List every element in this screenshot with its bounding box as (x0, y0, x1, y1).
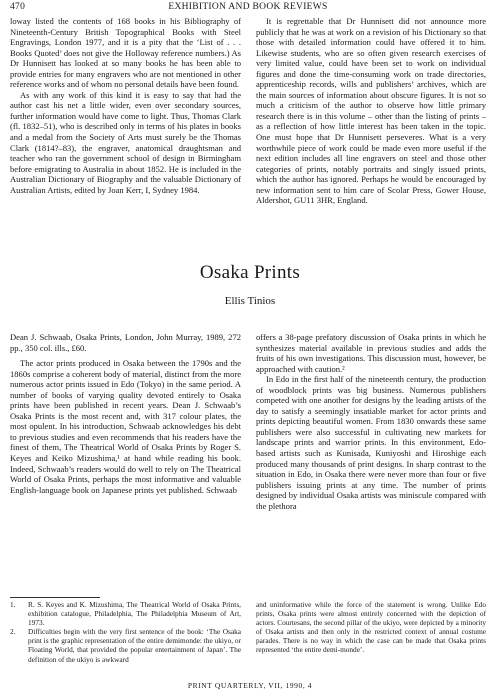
footnote-rule (10, 597, 100, 598)
previous-review-column-left (10, 16, 241, 195)
footnote-continuation: and uninformative while the force of the statement is wrong. Unlike Edo prints, Osaka prints were almost entirely concerned with the depiction of actors. Courtesans, the second pillar of the ukiyo, were depicted by a minority of Osaka artists and then only in the restricted context of annual costume parades. There is no way in which the case can be made that Osaka prints represented ‘the entire demi-monde’. (256, 600, 486, 655)
paragraph: The actor prints produced in Osaka between the 1790s and the 1860s comprise a coherent body of material, distinct from the more numerous actor prints issued in Edo (Tokyo) in the same period. A number of books of varying quality devoted entirely to Osaka prints have been published in recent years. Dean J. Schwaab’s Osaka Prints is the most recent and, with 317 colour plates, the most opulent. In his introduction, Schwaab acknowledges his debt to previous studies and even recommends that his readers have the finest of them, The Theatrical World of Osaka Prints by Roger S. Keyes and Keiko Mizushima,¹ at hand while reading his book. Indeed, Schwaab’s readers would do well to rely on The Theatrical World of Osaka Prints, perhaps the most informative and valuable English-language book on Japanese prints yet published. Schwaab (10, 358, 241, 495)
review-column-left (10, 332, 241, 495)
footnote-text: R. S. Keyes and K. Mizushima, The Theatrical World of Osaka Prints, exhibition catalogue, Philadelphia, The Philadelphia Museum of Art, 1973. (28, 600, 241, 628)
article-title: Osaka Prints (199, 262, 301, 283)
footnotes-left (10, 600, 241, 664)
paragraph: In Edo in the first half of the nineteenth century, the production of woodblock prints was big business. Numerous publishers competed with one another for designs by the leading artists of the day to satisfy a seemingly insatiable market for actor prints and prints depicting beautiful women. From 1830 onwards these same publishers were also successful in cultivating new markets for landscape prints and warrior prints. In this environment, Edo-based artists such as Kunisada, Kuniyoshi and Hiroshige each produced many thousands of print designs. In sharp contrast to the situation in Edo, in Osaka there were never more than four or five publishers issuing prints at any time. The number of prints designed by individual Osaka artists was miniscule compared with the plethora (256, 374, 486, 511)
paragraph: It is regrettable that Dr Hunnisett did not announce more publicly that he was at work on a revision of his Dictionary so that those with detailed information could have offered it to him. Likewise students, who are so often given research exercises of very limited value, could have been set to work on individual figures and done the time-consuming work on trade directories, apprenticeship records, wills and publishers’ archives, which are the main sources of information about obscure figures. It is not so much a criticism of the author to observe how little primary research there is in this volume – other than the listing of prints – as a reflection of how little interest has been taken in the topic. One must hope that Dr Hunnisett perseveres. What is a very worthwhile piece of work could be made even more useful if the next edition includes all line engravers on steel and those other categories of prints, notably portraits and singly issued prints, which the author has ignored. Perhaps he would be encouraged by new information sent to him care of Scolar Press, Gower House, Aldershot, GU11 3HR, England. (256, 16, 486, 206)
journal-footer: PRINT QUARTERLY, VII, 1990, 4 (187, 681, 313, 690)
running-header (10, 2, 486, 16)
page-number: 470 (10, 2, 26, 12)
footnote-number: 2. (10, 627, 16, 637)
article-author: Ellis Tinios (224, 295, 276, 307)
review-column-right (256, 332, 486, 511)
footnote-number: 1. (10, 600, 16, 609)
footnote-1 (10, 600, 241, 627)
book-citation: Dean J. Schwaab, Osaka Prints, London, John Murray, 1989, 272 pp., 350 col. ills., £60. (10, 332, 241, 353)
paragraph: loway listed the contents of 168 books in his Bibliography of Nineteenth-Century British Topographical Books with Steel Engravings, London 1977, and it is a pity that the ‘List of . . . Books Quoted’ does not give the Holloway reference numbers.) As Dr Hunnisett has looked at so many books he has been able to provide entries for many engravers who are not mentioned in other reference works and of whom no personal details have been found. (10, 16, 241, 90)
paragraph: As with any work of this kind it is easy to say that had the author cast his net a little wider, even over secondary sources, further information would have come to light. Thus, Thomas Clark (fl. 1832–51), who is described only in terms of his plates in books and a medal from the Society of Arts must surely be the Thomas Clark (1814?–83), the engraver, anatomical draughtsman and teacher who ran the government school of design in Birmingham before emigrating to Australia in about 1852. He is included in the Australian Dictionary of Biography and the valuable Dictionary of Australian Artists, edited by Joan Kerr, I, Sydney 1984. (10, 89, 241, 195)
running-title: EXHIBITION AND BOOK REVIEWS (168, 2, 328, 12)
footnote-text: Difficulties begin with the very first sentence of the book: ‘The Osaka print is the graphic representation of the entire demimonde: the ukiyo, or Floating World, that provided the popular entertainment of Japan’. The definition of the ukiyo is awkward (28, 627, 241, 664)
footnotes-right (256, 600, 486, 655)
previous-review-column-right (256, 16, 486, 206)
footnote-2 (10, 627, 241, 663)
paragraph: offers a 38-page prefatory discussion of Osaka prints in which he synthesizes material available in previous studies and adds the fruits of his own investigations. This discussion must, however, be approached with caution.² (256, 332, 486, 374)
